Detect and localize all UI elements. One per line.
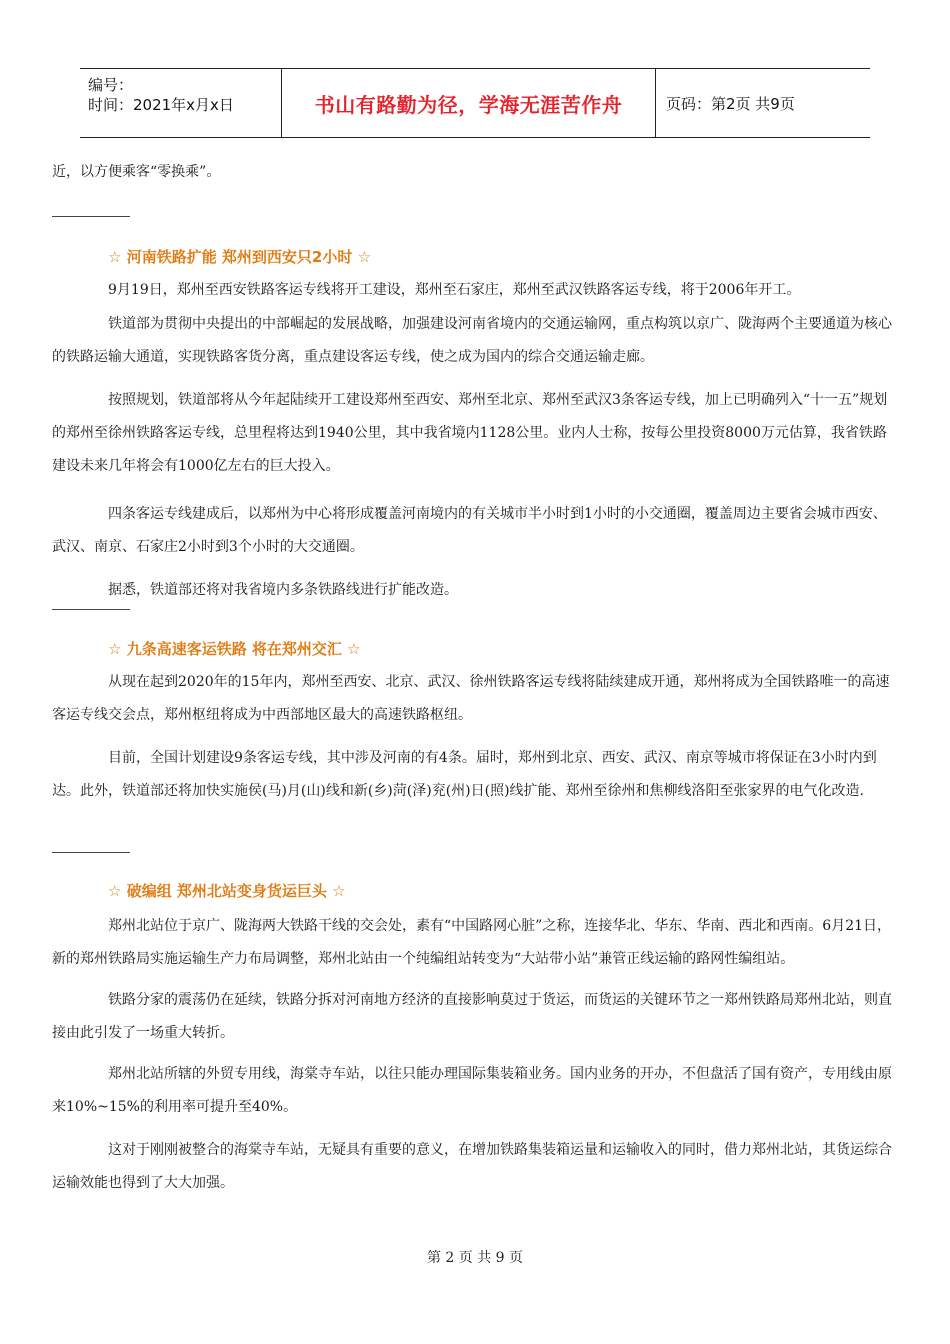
header-meta	[80, 69, 282, 137]
section-divider	[52, 609, 130, 610]
number-label: 编号：	[88, 76, 134, 94]
paragraph: 目前，全国计划建设9条客运专线，其中涉及河南的有4条。届时，郑州到北京、西安、武汉、南京等城市将保证在3小时内到达。此外，铁道部还将加快实施侯(马)月(山)线和新(乡)菏(泽)兖(州)日(照)线扩能、郑州至徐州和焦柳线洛阳至张家界的电气化改造.	[52, 750, 877, 799]
star-icon: ☆	[108, 640, 122, 658]
paragraph: 9月19日，郑州至西安铁路客运专线将开工建设，郑州至石家庄，郑州至武汉铁路客运专线，将于2006年开工。	[108, 282, 801, 298]
star-icon: ☆	[108, 882, 122, 900]
paragraph: 郑州北站所辖的外贸专用线，海棠寺车站，以往只能办理国际集装箱业务。国内业务的开办，不但盘活了国有资产，专用线由原来10%~15%的利用率可提升至40%。	[52, 1066, 892, 1115]
section-heading-3	[108, 880, 346, 901]
section-heading-text: 河南铁路扩能 郑州到西安只2小时	[126, 248, 353, 266]
page-header	[80, 68, 870, 138]
section-heading-text: 破编组 郑州北站变身货运巨头	[126, 882, 327, 900]
paragraph: 据悉，铁道部还将对我省境内多条铁路线进行扩能改造。	[108, 582, 458, 598]
page-footer: 第 2 页 共 9 页	[426, 1250, 524, 1266]
star-icon: ☆	[108, 248, 122, 266]
paragraph: 从现在起到2020年的15年内，郑州至西安、北京、武汉、徐州铁路客运专线将陆续建成开通，郑州将成为全国铁路唯一的高速客运专线交会点，郑州枢纽将成为中西部地区最大的高速铁路枢纽。	[52, 674, 890, 723]
paragraph: 四条客运专线建成后，以郑州为中心将形成覆盖河南境内的有关城市半小时到1小时的小交通圈，覆盖周边主要省会城市西安、武汉、南京、石家庄2小时到3个小时的大交通圈。	[52, 506, 887, 555]
intro-tail: 近，以方便乘客“零换乘”。	[52, 164, 221, 180]
paragraph: 铁道部为贯彻中央提出的中部崛起的发展战略，加强建设河南省境内的交通运输网，重点构筑以京广、陇海两个主要通道为核心的铁路运输大通道，实现铁路客货分离，重点建设客运专线，使之成为国内的综合交通运输走廊。	[52, 316, 892, 365]
paragraph: 这对于刚刚被整合的海棠寺车站，无疑具有重要的意义，在增加铁路集装箱运量和运输收入的同时，借力郑州北站，其货运综合运输效能也得到了大大加强。	[52, 1142, 892, 1191]
star-icon: ☆	[347, 640, 361, 658]
section-divider	[52, 852, 130, 853]
page-label: 页码：第2页 共9页	[666, 94, 795, 113]
paragraph: 铁路分家的震荡仍在延续，铁路分拆对河南地方经济的直接影响莫过于货运，而货运的关键环节之一郑州铁路局郑州北站，则直接由此引发了一场重大转折。	[52, 992, 892, 1041]
section-heading-2	[108, 638, 361, 659]
date-label: 时间：2021年x月x日	[88, 96, 234, 114]
star-icon: ☆	[357, 248, 372, 266]
section-divider	[52, 216, 130, 217]
paragraph: 郑州北站位于京广、陇海两大铁路干线的交会处，素有“中国路网心脏”之称，连接华北、华东、华南、西北和西南。6月21日，新的郑州铁路局实施运输生产力布局调整，郑州北站由一个纯编组站转变为“大站带小站”兼管正线运输的路网性编组站。	[52, 918, 892, 967]
section-heading-1	[108, 246, 371, 267]
star-icon: ☆	[332, 882, 346, 900]
paragraph: 按照规划，铁道部将从今年起陆续开工建设郑州至西安、郑州至北京、郑州至武汉3条客运专线，加上已明确列入“十一五”规划的郑州至徐州铁路客运专线，总里程将达到1940公里，其中我省境内1128公里。业内人士称，按每公里投资8000万元估算，我省铁路建设未来几年将会有1000亿左右的巨大投入。	[52, 392, 888, 474]
motto: 书山有路勤为径，学海无涯苦作舟	[282, 69, 656, 137]
section-heading-text: 九条高速客运铁路 将在郑州交汇	[126, 640, 342, 658]
